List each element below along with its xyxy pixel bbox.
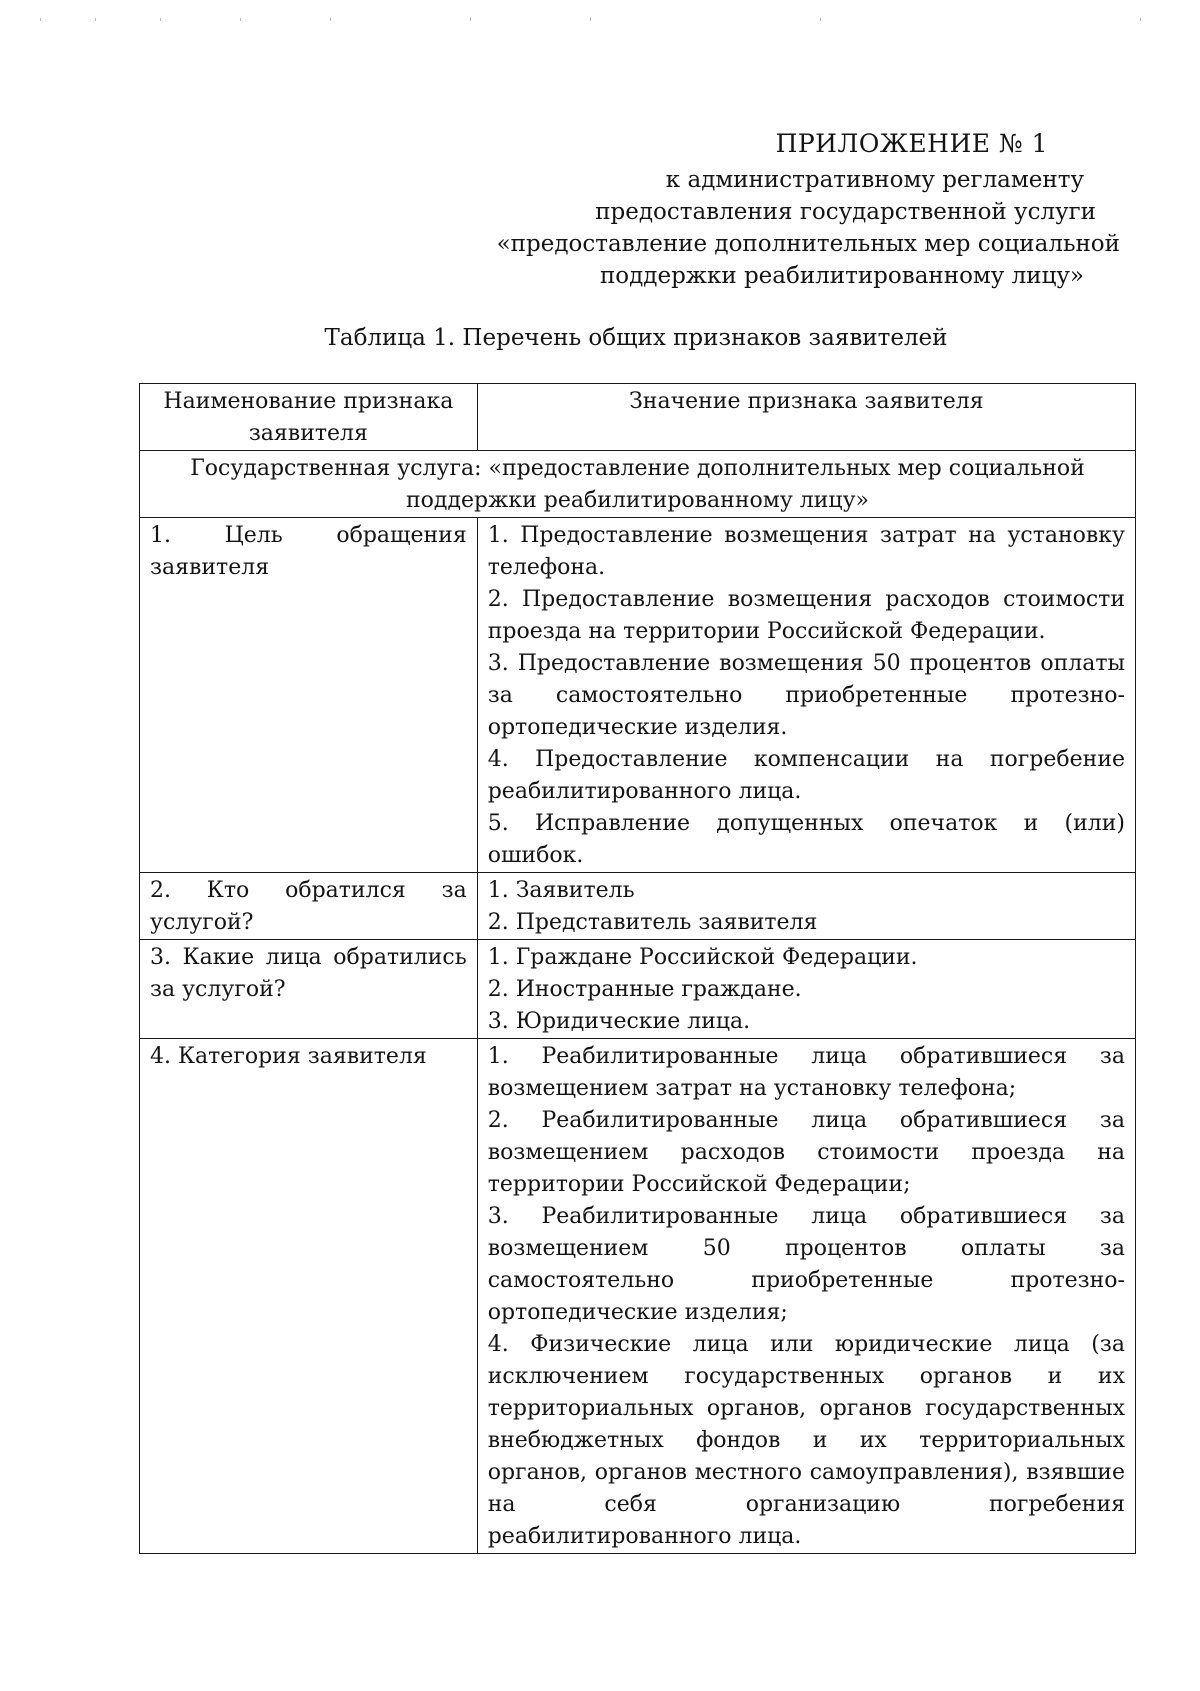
value-item: 1. Граждане Российской Федерации.	[487, 945, 918, 970]
value-item: 2. Иностранные граждане.	[487, 977, 802, 1002]
values-category	[477, 1039, 1135, 1554]
values-who-applied	[477, 873, 1135, 940]
annex-line-2: предоставления государственной услуги	[595, 199, 1096, 225]
scan-noise	[0, 18, 1200, 24]
applicant-signs-table	[139, 383, 1136, 1554]
value-item: 1. Предоставление возмещения затрат на установку телефона.	[487, 523, 1125, 580]
value-item: 3. Юридические лица.	[487, 1009, 751, 1034]
annex-line-3: «предоставление дополнительных мер социальной	[496, 231, 1120, 257]
annex-title: ПРИЛОЖЕНИЕ № 1	[775, 129, 1048, 158]
attribute-category: 4. Категория заявителя	[140, 1039, 478, 1554]
annex-line-4: поддержки реабилитированному лицу»	[599, 263, 1084, 289]
value-item: 4. Предоставление компенсации на погребение реабилитированного лица.	[487, 747, 1125, 804]
table-row	[140, 873, 1136, 940]
attribute-who-applied: 2. Кто обратился за услугой?	[140, 873, 478, 940]
value-item: 5. Исправление допущенных опечаток и (или) ошибок.	[487, 811, 1125, 868]
value-item: 2. Представитель заявителя	[487, 910, 818, 935]
table-caption: Таблица 1. Перечень общих признаков заявителей	[324, 325, 948, 351]
attribute-persons-type: 3. Какие лица обратились за услугой?	[140, 940, 478, 1039]
table-row	[140, 518, 1136, 873]
table-row	[140, 940, 1136, 1039]
header-col-attribute: Наименование признака заявителя	[140, 384, 478, 451]
attribute-purpose: 1. Цель обращения заявителя	[140, 518, 478, 873]
service-name: Государственная услуга: «предоставление дополнительных мер социальной поддержки реабилитированному лицу»	[140, 451, 1136, 518]
table-row	[140, 1039, 1136, 1554]
annex-line-1: к административному регламенту	[665, 167, 1084, 193]
annex-header	[400, 128, 1120, 292]
value-item: 2. Предоставление возмещения расходов стоимости проезда на территории Российской Федерации.	[487, 587, 1125, 644]
value-item: 4. Физические лица или юридические лица (за исключением государственных органов и их территориальных органов, органов государственных внебюджетных фондов и их территориальных органов, органов местного самоуправления), взявшие на себя организацию погребения реабилитированного лица.	[487, 1332, 1125, 1549]
value-item: 1. Заявитель	[487, 878, 635, 903]
value-item: 1. Реабилитированные лица обратившиеся за возмещением затрат на установку телефона;	[487, 1044, 1125, 1101]
table-header-row	[140, 384, 1136, 451]
service-row	[140, 451, 1136, 518]
value-item: 2. Реабилитированные лица обратившиеся за возмещением расходов стоимости проезда на территории Российской Федерации;	[487, 1108, 1125, 1197]
header-col-value: Значение признака заявителя	[477, 384, 1135, 451]
value-item: 3. Предоставление возмещения 50 процентов оплаты за самостоятельно приобретенные протезно-ортопедические изделия.	[487, 651, 1125, 740]
values-persons-type	[477, 940, 1135, 1039]
values-purpose	[477, 518, 1135, 873]
value-item: 3. Реабилитированные лица обратившиеся за возмещением 50 процентов оплаты за самостоятельно приобретенные протезно-ортопедические изделия;	[487, 1204, 1125, 1325]
